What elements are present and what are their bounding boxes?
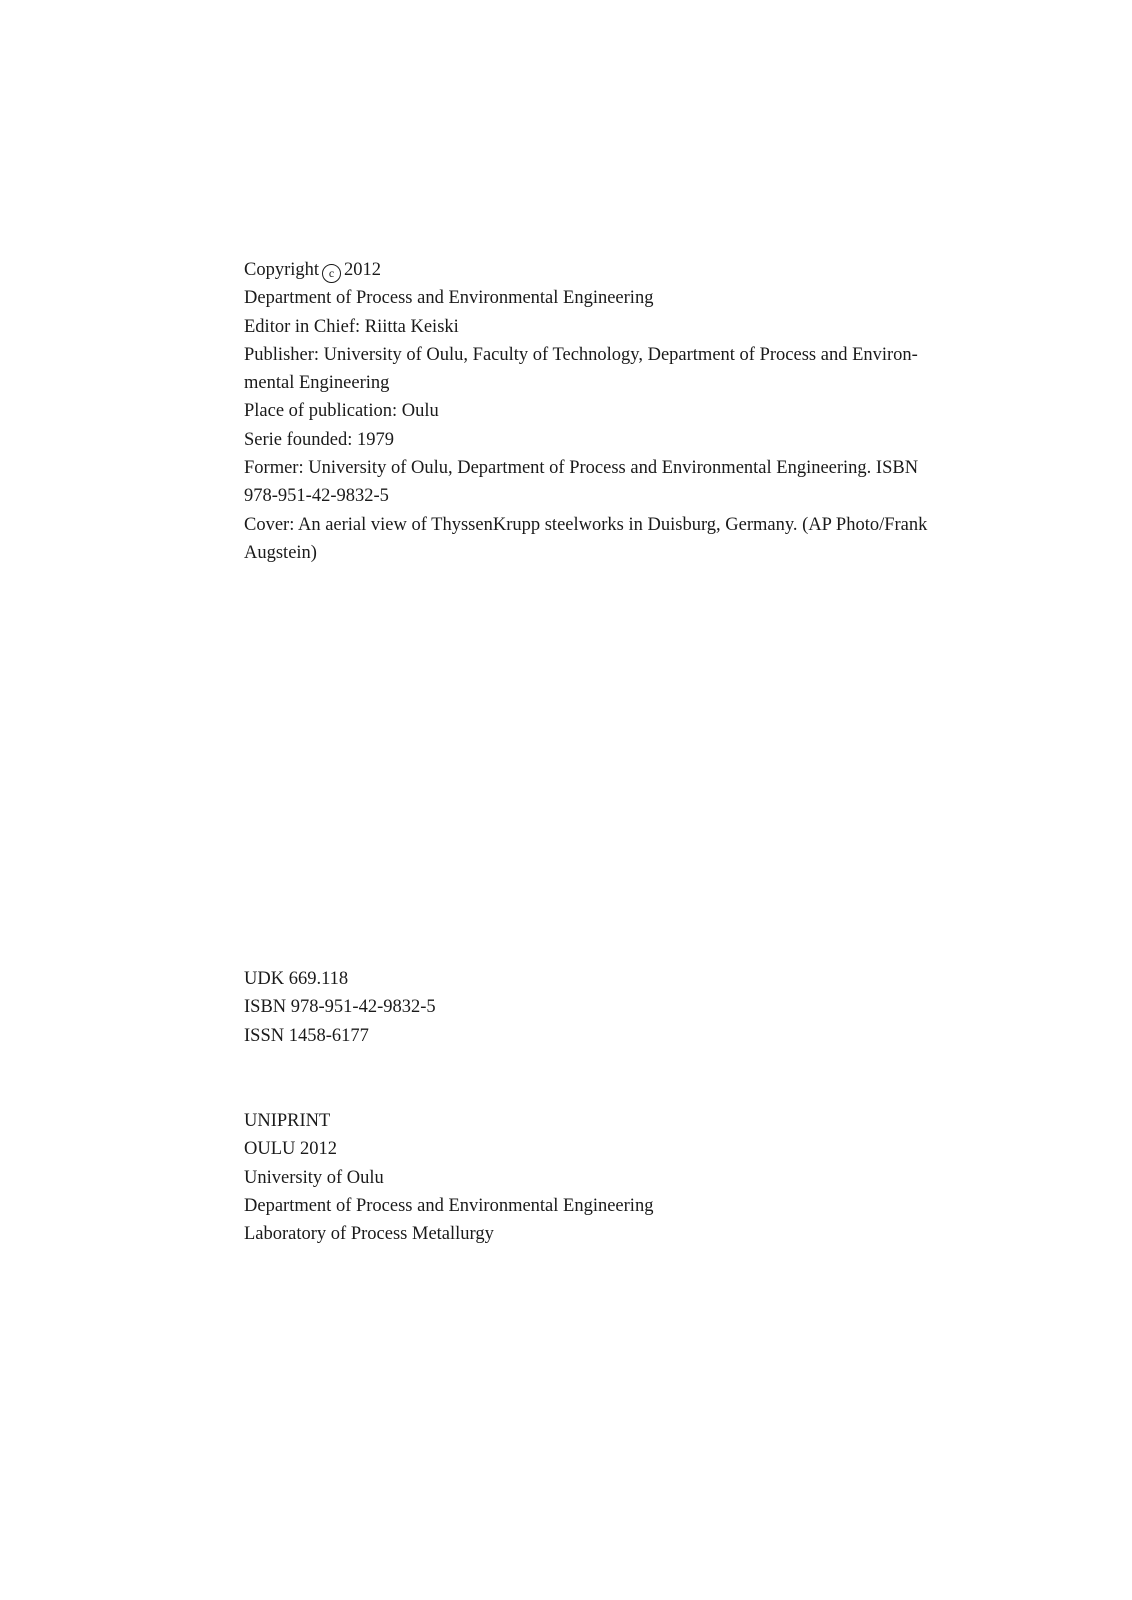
editor-line: Editor in Chief: Riitta Keiski [244, 316, 459, 337]
publisher-line-1 [244, 341, 950, 369]
copyright-icon: c [322, 264, 341, 283]
printer-university: University of Oulu [244, 1167, 384, 1188]
printer-name: UNIPRINT [244, 1111, 331, 1131]
printer-department: Department of Process and Environmental Engineering [244, 1195, 654, 1216]
printer-laboratory: Laboratory of Process Metallurgy [244, 1224, 494, 1245]
former-line-2: 978-951-42-9832-5 [244, 486, 389, 507]
department-line: Department of Process and Environmental Engineering [244, 288, 654, 309]
printer-city-year: OULU 2012 [244, 1139, 338, 1160]
issn-line: ISSN 1458-6177 [244, 1025, 369, 1046]
cover-line-1: Cover: An aerial view of ThyssenKrupp steelworks in Duisburg, Germany. (AP Photo/Frank [244, 514, 928, 535]
imprint-block [244, 256, 950, 567]
cover-line-2: Augstein) [244, 542, 317, 563]
publisher-text-1: Publisher: University of Oulu, Faculty of Technology, Department of Process and Environ- [244, 344, 918, 365]
founded-line: Serie founded: 1979 [244, 429, 395, 450]
copyright-line [244, 256, 950, 284]
place-line: Place of publication: Oulu [244, 401, 439, 422]
isbn-line: ISBN 978-951-42-9832-5 [244, 997, 436, 1018]
udk-line: UDK 669.118 [244, 969, 349, 989]
publisher-line-2: mental Engineering [244, 373, 390, 394]
copyright-year: 2012 [344, 260, 382, 280]
identifiers-block [244, 965, 950, 1050]
copyright-label: Copyright [244, 260, 320, 280]
former-line-1: Former: University of Oulu, Department of Process and Environmental Engineering. ISBN [244, 458, 919, 479]
printer-block [244, 1107, 950, 1248]
